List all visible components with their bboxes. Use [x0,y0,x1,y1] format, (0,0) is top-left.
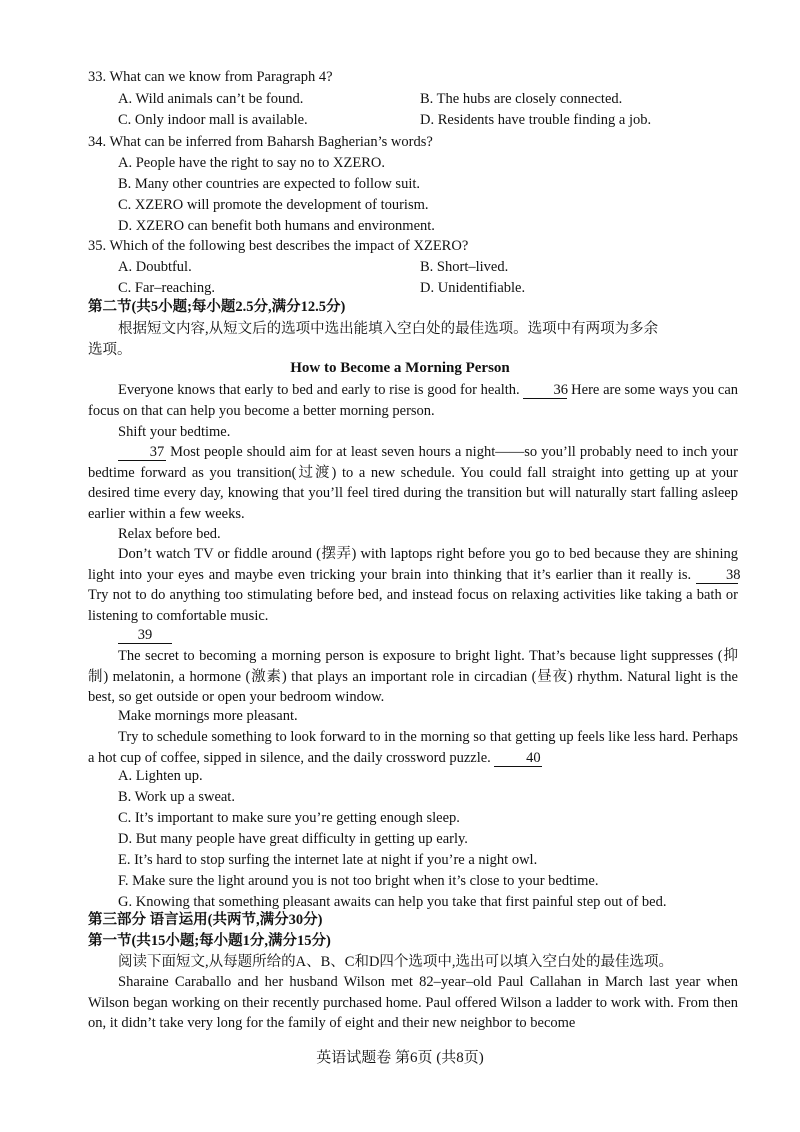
option-f: F. Make sure the light around you is not too bright when it’s close to your bedtime. [118,873,599,889]
q35-option-d: D. Unidentifiable. [420,280,526,296]
paragraph-1-text-b: Here are some ways you can focus on that can help you become a better morning person. [88,382,739,419]
subheading-shift-bedtime: Shift your bedtime. [118,424,231,440]
q33-option-d: D. Residents have trouble finding a job. [420,112,652,128]
option-g: G. Knowing that something pleasant awaits can help you take that first painful step out of bed. [118,894,667,910]
q35-option-a: A. Doubtful. [118,259,192,275]
blank-38: 38 [696,568,738,584]
q34-option-c: C. XZERO will promote the development of tourism. [118,197,429,213]
page-footer: 英语试题卷 第6页 (共8页) [316,1050,484,1066]
option-e: E. It’s hard to stop surfing the internet late at night if you’re a night owl. [118,852,538,868]
option-c: C. It’s important to make sure you’re getting enough sleep. [118,810,460,826]
q35-option-c: C. Far–reaching. [118,280,216,296]
blank-39: 39 [118,628,172,644]
section-2-instruction-line1: 根据短文内容,从短文后的选项中选出能填入空白处的最佳选项。选项中有两项为多余 [118,321,659,337]
q34-option-b: B. Many other countries are expected to follow suit. [118,176,421,192]
paragraph-1-text-a: Everyone knows that early to bed and early to rise is good for health. [118,382,524,398]
cloze-paragraph [88,972,738,1034]
q34-option-d: D. XZERO can benefit both humans and environment. [118,218,435,234]
blank-36: 36 [523,383,567,399]
paragraph-4: The secret to becoming a morning person is exposure to bright light. That’s because light suppresses (抑制) melatonin, a hormone (激素) that plays an important role in circadian (昼夜) rhythm. Natural light is the best, so get outside or open your bedroom window. [88,648,738,706]
q33-option-c: C. Only indoor mall is available. [118,112,308,128]
paragraph-2-text: Most people should aim for at least seven hours a night——so you’ll probably need to inch your bedtime forward as you transition(过渡) to a new schedule. You could fall straight into getting up at your desired time every day, knowing that you’ll feel tired during the transition but will naturally start falling asleep earlier within a few weeks. [88,444,738,522]
paragraph-5 [88,727,738,768]
paragraph-3 [88,544,741,626]
passage-title: How to Become a Morning Person [290,360,510,376]
blank-40: 40 [494,751,542,767]
subheading-relax-before-bed: Relax before bed. [118,526,221,542]
part-3-instruction: 阅读下面短文,从每题所给的A、B、C和D四个选项中,选出可以填入空白处的最佳选项。 [118,954,674,970]
part-3-heading: 第三部分 语言运用(共两节,满分30分) [88,912,323,928]
paragraph-3-text-a: Don’t watch TV or fiddle around (摆弄) with laptops right before you go to bed because they are shining light into your eyes and maybe even tricking your brain into thinking that it’s earlier than it really is. [88,546,738,583]
blank-37: 37 [118,445,166,461]
section-2-instruction-line2: 选项。 [88,342,132,358]
cloze-text: Sharaine Caraballo and her husband Wilson met 82–year–old Paul Callahan in March last year when Wilson began working on their recently purchased home. Paul offered Wilson a ladder to work with. From then on, it didn’t take very long for the family of eight and their new neighbor to become [88,974,738,1032]
paragraph-2 [88,442,738,524]
paragraph-1 [88,380,738,421]
paragraph-5-text: Try to schedule something to look forward to in the morning so that getting up feels like less hard. Perhaps a hot cup of coffee, sipped in silence, and the daily crossword puzzle. [88,729,738,766]
option-b: B. Work up a sweat. [118,789,235,805]
option-a: A. Lighten up. [118,768,203,784]
q33-option-b: B. The hubs are closely connected. [420,91,623,107]
q34-option-a: A. People have the right to say no to XZERO. [118,155,385,171]
section-2-heading: 第二节(共5小题;每小题2.5分,满分12.5分) [88,299,346,315]
blank-39-line [118,626,172,644]
paragraph-3-text-b: Try not to do anything too stimulating before bed, and instead focus on relaxing activities like taking a bath or listening to comfortable music. [88,587,738,624]
subheading-make-mornings-pleasant: Make mornings more pleasant. [118,708,298,724]
q35-option-b: B. Short–lived. [420,259,509,275]
option-d: D. But many people have great difficulty in getting up early. [118,831,468,847]
question-33-stem: 33. What can we know from Paragraph 4? [88,69,333,85]
part-3-section-1-heading: 第一节(共15小题;每小题1分,满分15分) [88,933,331,949]
question-35-stem: 35. Which of the following best describes the impact of XZERO? [88,238,469,254]
question-34-stem: 34. What can be inferred from Baharsh Bagherian’s words? [88,134,433,150]
q33-option-a: A. Wild animals can’t be found. [118,91,304,107]
